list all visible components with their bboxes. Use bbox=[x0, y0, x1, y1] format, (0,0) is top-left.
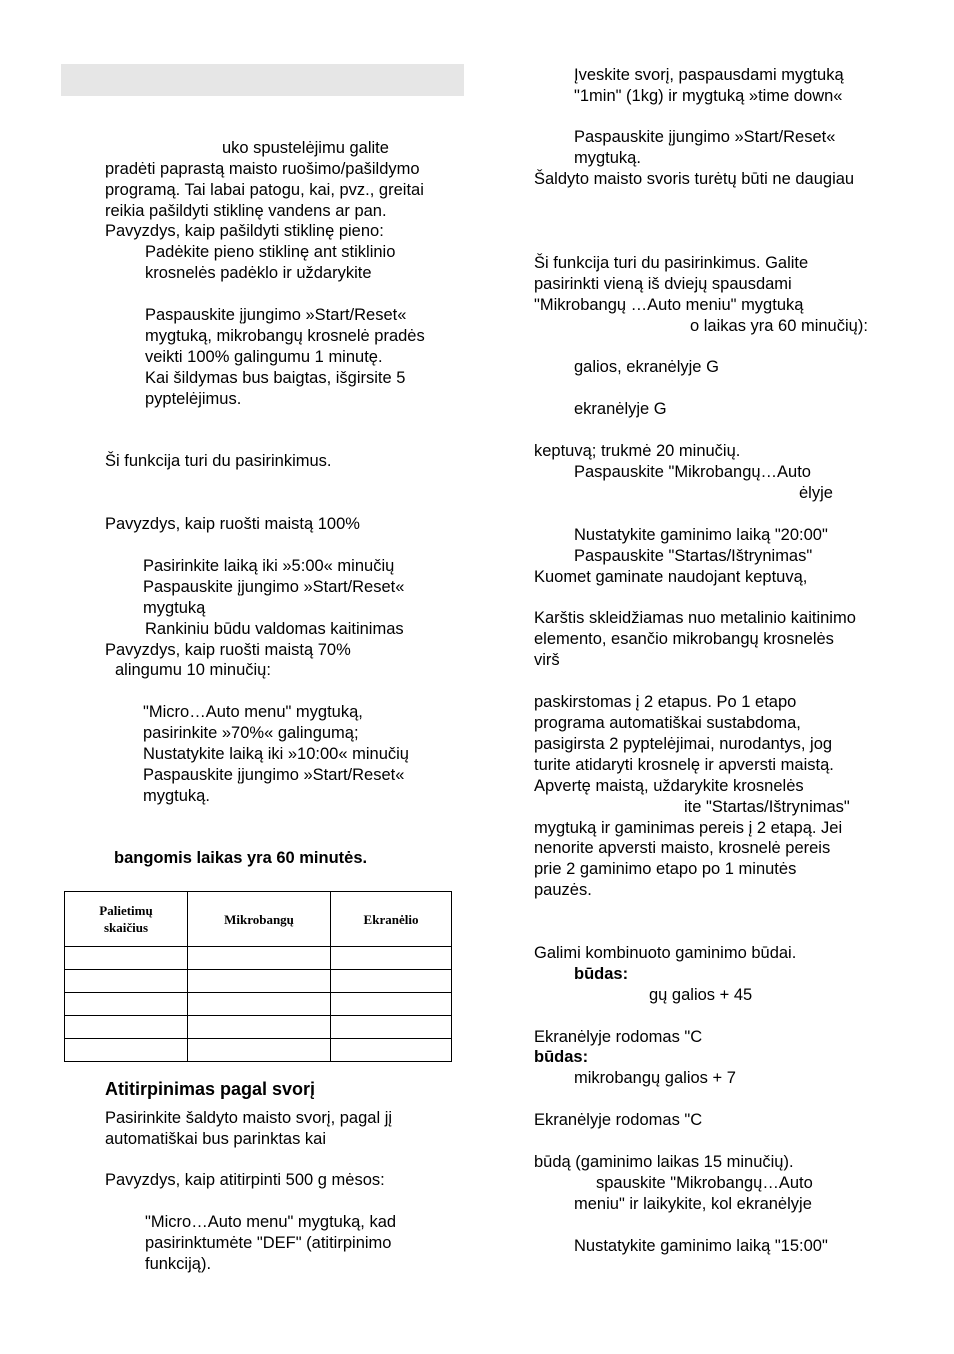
text-line: programą. Tai labai patogu, kai, pvz., greitai bbox=[105, 181, 424, 199]
bold-note: bangomis laikas yra 60 minutės. bbox=[114, 849, 368, 867]
text-line: Paspauskite įjungimo »Start/Reset« bbox=[143, 766, 405, 784]
table-row bbox=[65, 1039, 452, 1062]
table-row bbox=[65, 993, 452, 1016]
table-cell bbox=[65, 1039, 188, 1062]
text-line: ite "Startas/Ištrynimas" bbox=[684, 798, 850, 816]
text-line: Įveskite svorį, paspausdami mygtuką bbox=[574, 66, 844, 84]
text-line: Kai šildymas bus baigtas, išgirsite 5 bbox=[145, 369, 406, 387]
table-cell bbox=[188, 970, 331, 993]
table-cell bbox=[331, 993, 452, 1016]
text-line: mygtuką bbox=[143, 599, 206, 617]
table-cell bbox=[65, 993, 188, 1016]
text-line: Paspauskite "Startas/Ištrynimas" bbox=[574, 547, 813, 565]
text-line: Nustatykite gaminimo laiką "20:00" bbox=[574, 526, 828, 544]
text-line: mygtuką ir gaminimas pereis į 2 etapą. Jei bbox=[534, 819, 843, 837]
text-line: Pavyzdys, kaip ruošti maistą 100% bbox=[105, 515, 360, 533]
table-cell bbox=[65, 1016, 188, 1039]
text-line: meniu" ir laikykite, kol ekranėlyje bbox=[574, 1195, 812, 1213]
text-line: Pavyzdys, kaip ruošti maistą 70% bbox=[105, 641, 351, 659]
text-line: Ši funkcija turi du pasirinkimus. Galite bbox=[534, 254, 809, 272]
text-line: Apvertę maistą, uždarykite krosnelės bbox=[534, 777, 804, 795]
text-line: Pavyzdys, kaip atitirpinti 500 g mėsos: bbox=[105, 1171, 385, 1189]
text-line: Padėkite pieno stiklinę ant stiklinio bbox=[145, 243, 396, 261]
text-line: Pavyzdys, kaip pašildyti stiklinę pieno: bbox=[105, 222, 384, 240]
table-cell bbox=[188, 993, 331, 1016]
text-line: elemento, esančio mikrobangų krosnelės bbox=[534, 630, 834, 648]
text-line: virš bbox=[534, 651, 560, 669]
power-table bbox=[64, 891, 452, 1062]
text-line: būdą (gaminimo laikas 15 minučių). bbox=[534, 1153, 794, 1171]
text-line: Nustatykite gaminimo laiką "15:00" bbox=[574, 1237, 828, 1255]
text-line: pyptelėjimus. bbox=[145, 390, 242, 408]
text-line: Ekranėlyje rodomas "C bbox=[534, 1028, 703, 1046]
text-line: krosnelės padėklo ir uždarykite bbox=[145, 264, 372, 282]
mode-label: būdas: bbox=[574, 965, 629, 983]
header-line: skaičius bbox=[103, 920, 149, 935]
text-line: Ekranėlyje rodomas "C bbox=[534, 1111, 703, 1129]
text-line: Nustatykite laiką iki »10:00« minučių bbox=[143, 745, 409, 763]
text-line: Pasirinkite laiką iki »5:00« minučių bbox=[143, 557, 395, 575]
text-line: alingumu 10 minučių: bbox=[115, 661, 271, 679]
text-line: "Mikrobangų …Auto meniu" mygtuką bbox=[534, 296, 804, 314]
text-line: keptuvą; trukmė 20 minučių. bbox=[534, 442, 741, 460]
table-cell bbox=[331, 970, 452, 993]
text-line: Ši funkcija turi du pasirinkimus. bbox=[105, 452, 332, 470]
table-cell bbox=[65, 970, 188, 993]
text-line: funkciją). bbox=[145, 1255, 212, 1273]
text-line: Paspauskite "Mikrobangų…Auto bbox=[574, 463, 811, 481]
text-line: nenorite apversti maisto, krosnelė pereis bbox=[534, 839, 831, 857]
text-line: ėlyje bbox=[799, 484, 833, 502]
mode-label: būdas: bbox=[534, 1048, 589, 1066]
table-cell bbox=[188, 1016, 331, 1039]
text-line: "Micro…Auto menu" mygtuką, bbox=[143, 703, 363, 721]
text-line: "1min" (1kg) ir mygtuką »time down« bbox=[574, 87, 843, 105]
table-cell bbox=[188, 947, 331, 970]
text-line: Paspauskite įjungimo »Start/Reset« bbox=[143, 578, 405, 596]
text-line: Karštis skleidžiamas nuo metalinio kaitinimo bbox=[534, 609, 856, 627]
text-line: pasirinkti vieną iš dviejų spausdami bbox=[534, 275, 792, 293]
table-cell bbox=[331, 1016, 452, 1039]
text-line: programa automatiškai sustabdoma, bbox=[534, 714, 801, 732]
text-line: pradėti paprastą maisto ruošimo/pašildymo bbox=[105, 160, 420, 178]
text-line: veikti 100% galingumu 1 minutę. bbox=[145, 348, 383, 366]
table-row bbox=[65, 1016, 452, 1039]
table-cell bbox=[331, 947, 452, 970]
text-line: Rankiniu būdu valdomas kaitinimas bbox=[145, 620, 404, 638]
text-line: automatiškai bus parinktas kai bbox=[105, 1130, 327, 1148]
table-row bbox=[65, 970, 452, 993]
text-line: Pasirinkite šaldyto maisto svorį, pagal jį bbox=[105, 1109, 393, 1127]
text-line: spauskite "Mikrobangų…Auto bbox=[596, 1174, 813, 1192]
header-line: Ekranėlio bbox=[363, 911, 419, 927]
text-line: Paspauskite įjungimo »Start/Reset« bbox=[574, 128, 836, 146]
header-line: Mikrobangų bbox=[224, 911, 294, 927]
text-line: mygtuką. bbox=[574, 149, 641, 167]
text-line: gų galios + 45 bbox=[649, 986, 753, 1004]
section-heading: Atitirpinimas pagal svorį bbox=[105, 1079, 316, 1099]
text-line: prie 2 gaminimo etapo po 1 minutės bbox=[534, 860, 797, 878]
section-header-bar bbox=[61, 64, 464, 96]
text-line: mygtuką, mikrobangų krosnelė pradės bbox=[145, 327, 425, 345]
text-line: mikrobangų galios + 7 bbox=[574, 1069, 736, 1087]
text-line: turite atidaryti krosnelę ir apversti maistą. bbox=[534, 756, 834, 774]
text-line: ekranėlyje G bbox=[574, 400, 667, 418]
table-cell bbox=[65, 947, 188, 970]
table-header-display bbox=[331, 892, 452, 947]
text-line: reikia pašildyti stiklinę vandens ar pan. bbox=[105, 202, 387, 220]
table-header-touches bbox=[65, 892, 188, 947]
table-header-microwave bbox=[188, 892, 331, 947]
text-line: "Micro…Auto menu" mygtuką, kad bbox=[145, 1213, 397, 1231]
text-line: uko spustelėjimu galite bbox=[222, 139, 389, 157]
text-line: pasigirsta 2 pyptelėjimai, nurodantys, jog bbox=[534, 735, 833, 753]
text-line: Kuomet gaminate naudojant keptuvą, bbox=[534, 568, 808, 586]
text-line: galios, ekranėlyje G bbox=[574, 358, 719, 376]
text-line: Paspauskite įjungimo »Start/Reset« bbox=[145, 306, 407, 324]
text-line: pauzės. bbox=[534, 881, 592, 899]
table-cell bbox=[331, 1039, 452, 1062]
header-line: Palietimų bbox=[99, 903, 153, 918]
text-line: pasirinkite »70%« galingumą; bbox=[143, 724, 359, 742]
text-line: paskirstomas į 2 etapus. Po 1 etapo bbox=[534, 693, 797, 711]
text-line: Šaldyto maisto svoris turėtų būti ne daugiau bbox=[534, 170, 855, 188]
text-line: Galimi kombinuoto gaminimo būdai. bbox=[534, 944, 797, 962]
text-line: mygtuką. bbox=[143, 787, 210, 805]
table-row bbox=[65, 947, 452, 970]
text-line: o laikas yra 60 minučių): bbox=[690, 317, 868, 335]
table-cell bbox=[188, 1039, 331, 1062]
text-line: pasirinktumėte "DEF" (atitirpinimo bbox=[145, 1234, 392, 1252]
